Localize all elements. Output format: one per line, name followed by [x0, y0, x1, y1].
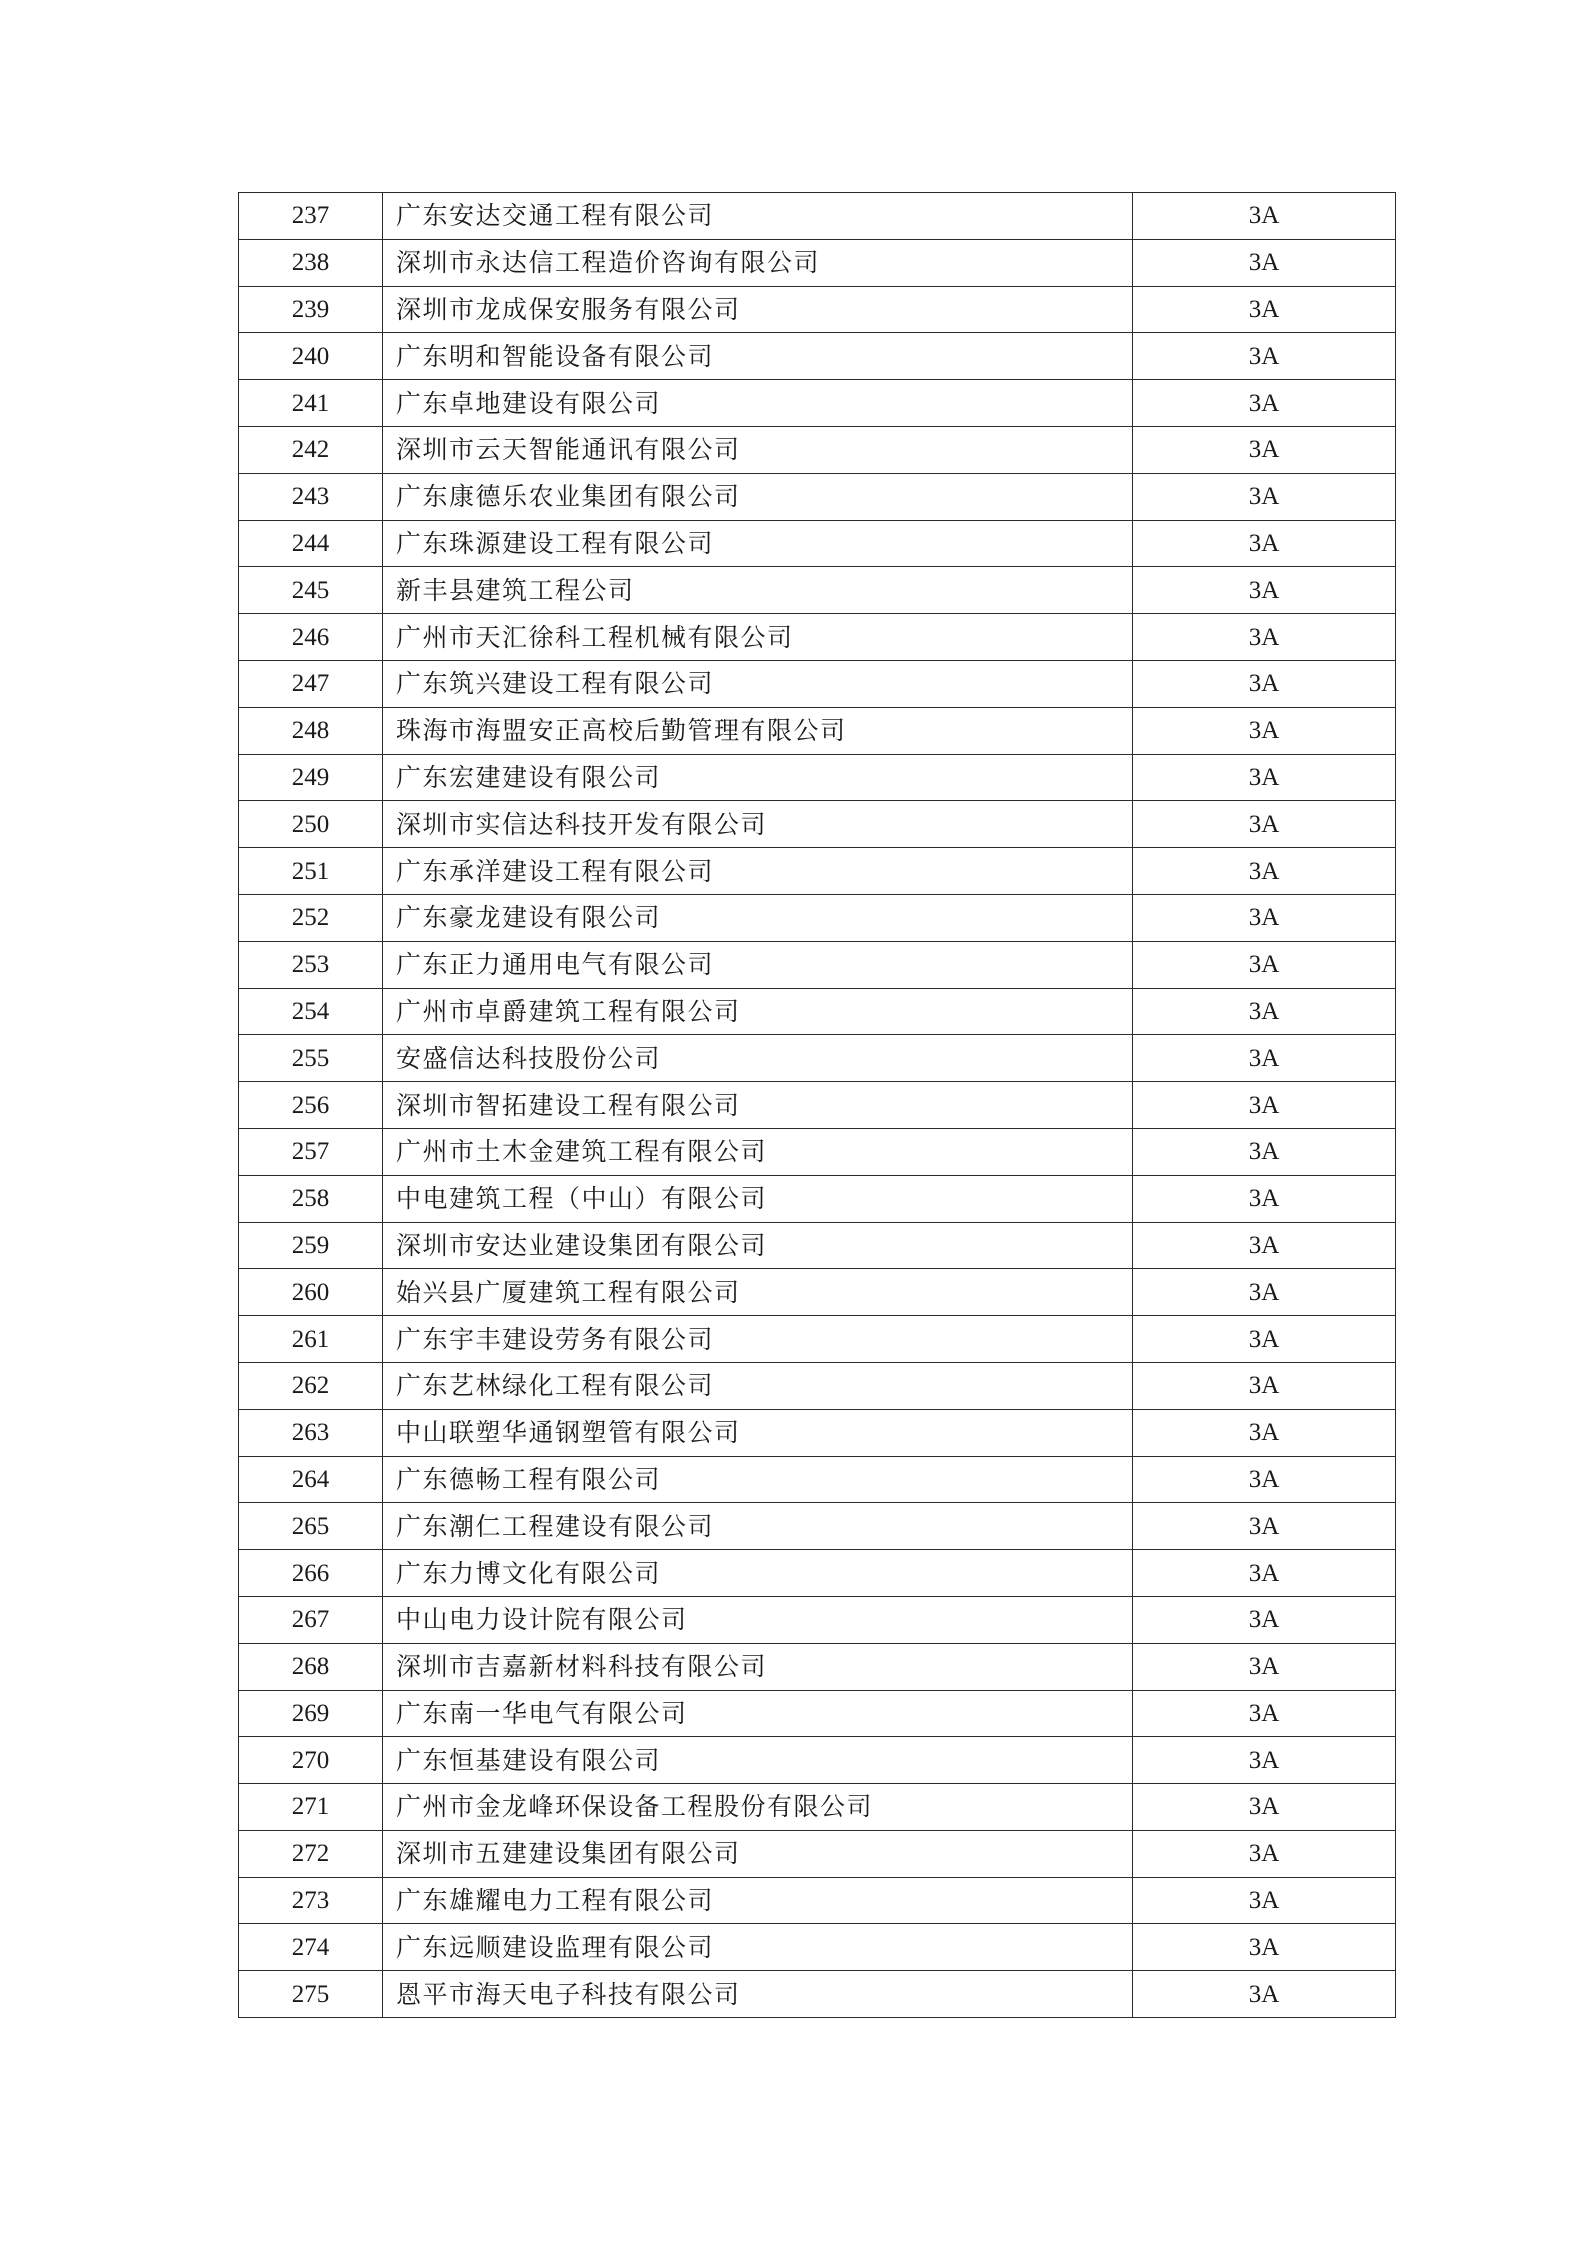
company-rating-table — [238, 192, 1396, 2018]
credit-grade-cell: 3A — [1133, 707, 1396, 754]
company-name-cell: 深圳市吉嘉新材料科技有限公司 — [383, 1643, 1133, 1690]
row-number-cell: 252 — [239, 894, 383, 941]
table-row — [239, 520, 1396, 567]
credit-grade-cell: 3A — [1133, 1924, 1396, 1971]
company-name-cell: 广东豪龙建设有限公司 — [383, 894, 1133, 941]
company-name-cell: 广州市卓爵建筑工程有限公司 — [383, 988, 1133, 1035]
table-row — [239, 707, 1396, 754]
row-number-cell: 249 — [239, 754, 383, 801]
table-row — [239, 801, 1396, 848]
company-name-cell: 广东宏建建设有限公司 — [383, 754, 1133, 801]
row-number-cell: 273 — [239, 1877, 383, 1924]
table-row — [239, 567, 1396, 614]
row-number-cell: 266 — [239, 1550, 383, 1597]
table-row — [239, 1128, 1396, 1175]
row-number-cell: 241 — [239, 380, 383, 427]
table-row — [239, 1643, 1396, 1690]
row-number-cell: 263 — [239, 1409, 383, 1456]
row-number-cell: 270 — [239, 1737, 383, 1784]
row-number-cell: 269 — [239, 1690, 383, 1737]
table-row — [239, 286, 1396, 333]
credit-grade-cell: 3A — [1133, 1128, 1396, 1175]
credit-grade-cell: 3A — [1133, 1035, 1396, 1082]
table-row — [239, 1971, 1396, 2018]
row-number-cell: 275 — [239, 1971, 383, 2018]
table-row — [239, 660, 1396, 707]
row-number-cell: 271 — [239, 1784, 383, 1831]
company-name-cell: 始兴县广厦建筑工程有限公司 — [383, 1269, 1133, 1316]
table-body — [239, 193, 1396, 2018]
row-number-cell: 254 — [239, 988, 383, 1035]
credit-grade-cell: 3A — [1133, 520, 1396, 567]
credit-grade-cell: 3A — [1133, 848, 1396, 895]
table-row — [239, 1596, 1396, 1643]
company-name-cell: 深圳市云天智能通讯有限公司 — [383, 426, 1133, 473]
company-name-cell: 广州市土木金建筑工程有限公司 — [383, 1128, 1133, 1175]
company-name-cell: 广东雄耀电力工程有限公司 — [383, 1877, 1133, 1924]
company-name-cell: 深圳市永达信工程造价咨询有限公司 — [383, 239, 1133, 286]
table-row — [239, 848, 1396, 895]
table-row — [239, 1316, 1396, 1363]
company-name-cell: 深圳市五建建设集团有限公司 — [383, 1830, 1133, 1877]
company-name-cell: 广州市金龙峰环保设备工程股份有限公司 — [383, 1784, 1133, 1831]
row-number-cell: 264 — [239, 1456, 383, 1503]
credit-grade-cell: 3A — [1133, 1971, 1396, 2018]
row-number-cell: 244 — [239, 520, 383, 567]
table-row — [239, 988, 1396, 1035]
credit-grade-cell: 3A — [1133, 1269, 1396, 1316]
row-number-cell: 248 — [239, 707, 383, 754]
table-row — [239, 1503, 1396, 1550]
table-row — [239, 941, 1396, 988]
credit-grade-cell: 3A — [1133, 614, 1396, 661]
row-number-cell: 245 — [239, 567, 383, 614]
table-row — [239, 1830, 1396, 1877]
credit-grade-cell: 3A — [1133, 1643, 1396, 1690]
company-name-cell: 广东宇丰建设劳务有限公司 — [383, 1316, 1133, 1363]
credit-grade-cell: 3A — [1133, 1222, 1396, 1269]
table-row — [239, 1924, 1396, 1971]
credit-grade-cell: 3A — [1133, 1877, 1396, 1924]
company-name-cell: 广东力博文化有限公司 — [383, 1550, 1133, 1597]
credit-grade-cell: 3A — [1133, 754, 1396, 801]
credit-grade-cell: 3A — [1133, 1316, 1396, 1363]
company-name-cell: 安盛信达科技股份公司 — [383, 1035, 1133, 1082]
row-number-cell: 239 — [239, 286, 383, 333]
credit-grade-cell: 3A — [1133, 473, 1396, 520]
credit-grade-cell: 3A — [1133, 286, 1396, 333]
row-number-cell: 253 — [239, 941, 383, 988]
row-number-cell: 243 — [239, 473, 383, 520]
row-number-cell: 257 — [239, 1128, 383, 1175]
credit-grade-cell: 3A — [1133, 1175, 1396, 1222]
company-name-cell: 广东远顺建设监理有限公司 — [383, 1924, 1133, 1971]
credit-grade-cell: 3A — [1133, 988, 1396, 1035]
credit-grade-cell: 3A — [1133, 1456, 1396, 1503]
table-row — [239, 614, 1396, 661]
company-name-cell: 广东康德乐农业集团有限公司 — [383, 473, 1133, 520]
table-row — [239, 1222, 1396, 1269]
company-name-cell: 深圳市龙成保安服务有限公司 — [383, 286, 1133, 333]
company-name-cell: 广东明和智能设备有限公司 — [383, 333, 1133, 380]
table-row — [239, 1737, 1396, 1784]
credit-grade-cell: 3A — [1133, 1409, 1396, 1456]
company-name-cell: 深圳市智拓建设工程有限公司 — [383, 1082, 1133, 1129]
company-name-cell: 新丰县建筑工程公司 — [383, 567, 1133, 614]
table-row — [239, 193, 1396, 240]
credit-grade-cell: 3A — [1133, 239, 1396, 286]
table-row — [239, 1409, 1396, 1456]
company-name-cell: 广东正力通用电气有限公司 — [383, 941, 1133, 988]
table-row — [239, 1269, 1396, 1316]
credit-grade-cell: 3A — [1133, 1784, 1396, 1831]
company-name-cell: 中山联塑华通钢塑管有限公司 — [383, 1409, 1133, 1456]
company-name-cell: 广东南一华电气有限公司 — [383, 1690, 1133, 1737]
row-number-cell: 240 — [239, 333, 383, 380]
row-number-cell: 272 — [239, 1830, 383, 1877]
row-number-cell: 246 — [239, 614, 383, 661]
credit-grade-cell: 3A — [1133, 660, 1396, 707]
company-name-cell: 广东筑兴建设工程有限公司 — [383, 660, 1133, 707]
credit-grade-cell: 3A — [1133, 333, 1396, 380]
company-name-cell: 广东珠源建设工程有限公司 — [383, 520, 1133, 567]
credit-grade-cell: 3A — [1133, 941, 1396, 988]
credit-grade-cell: 3A — [1133, 380, 1396, 427]
company-name-cell: 深圳市实信达科技开发有限公司 — [383, 801, 1133, 848]
table-row — [239, 333, 1396, 380]
row-number-cell: 267 — [239, 1596, 383, 1643]
company-name-cell: 广东德畅工程有限公司 — [383, 1456, 1133, 1503]
company-name-cell: 广州市天汇徐科工程机械有限公司 — [383, 614, 1133, 661]
row-number-cell: 256 — [239, 1082, 383, 1129]
table-row — [239, 380, 1396, 427]
table-row — [239, 754, 1396, 801]
row-number-cell: 251 — [239, 848, 383, 895]
table-row — [239, 1082, 1396, 1129]
table-row — [239, 426, 1396, 473]
row-number-cell: 258 — [239, 1175, 383, 1222]
company-name-cell: 广东艺林绿化工程有限公司 — [383, 1362, 1133, 1409]
table-row — [239, 1175, 1396, 1222]
company-name-cell: 深圳市安达业建设集团有限公司 — [383, 1222, 1133, 1269]
company-name-cell: 珠海市海盟安正高校后勤管理有限公司 — [383, 707, 1133, 754]
table-row — [239, 894, 1396, 941]
company-name-cell: 广东承洋建设工程有限公司 — [383, 848, 1133, 895]
table-row — [239, 1362, 1396, 1409]
table-row — [239, 239, 1396, 286]
credit-grade-cell: 3A — [1133, 1503, 1396, 1550]
row-number-cell: 260 — [239, 1269, 383, 1316]
company-name-cell: 恩平市海天电子科技有限公司 — [383, 1971, 1133, 2018]
credit-grade-cell: 3A — [1133, 567, 1396, 614]
company-name-cell: 中电建筑工程（中山）有限公司 — [383, 1175, 1133, 1222]
table-row — [239, 1690, 1396, 1737]
row-number-cell: 250 — [239, 801, 383, 848]
table-row — [239, 1784, 1396, 1831]
table-row — [239, 473, 1396, 520]
company-name-cell: 广东潮仁工程建设有限公司 — [383, 1503, 1133, 1550]
row-number-cell: 262 — [239, 1362, 383, 1409]
credit-grade-cell: 3A — [1133, 1737, 1396, 1784]
company-name-cell: 广东安达交通工程有限公司 — [383, 193, 1133, 240]
row-number-cell: 242 — [239, 426, 383, 473]
row-number-cell: 259 — [239, 1222, 383, 1269]
table-row — [239, 1877, 1396, 1924]
row-number-cell: 274 — [239, 1924, 383, 1971]
credit-grade-cell: 3A — [1133, 426, 1396, 473]
credit-grade-cell: 3A — [1133, 1690, 1396, 1737]
table-row — [239, 1456, 1396, 1503]
credit-grade-cell: 3A — [1133, 1596, 1396, 1643]
credit-grade-cell: 3A — [1133, 1362, 1396, 1409]
credit-grade-cell: 3A — [1133, 801, 1396, 848]
credit-grade-cell: 3A — [1133, 193, 1396, 240]
company-name-cell: 中山电力设计院有限公司 — [383, 1596, 1133, 1643]
table-row — [239, 1035, 1396, 1082]
row-number-cell: 261 — [239, 1316, 383, 1363]
credit-grade-cell: 3A — [1133, 1550, 1396, 1597]
company-name-cell: 广东恒基建设有限公司 — [383, 1737, 1133, 1784]
credit-grade-cell: 3A — [1133, 894, 1396, 941]
row-number-cell: 265 — [239, 1503, 383, 1550]
row-number-cell: 238 — [239, 239, 383, 286]
table-row — [239, 1550, 1396, 1597]
credit-grade-cell: 3A — [1133, 1830, 1396, 1877]
credit-grade-cell: 3A — [1133, 1082, 1396, 1129]
row-number-cell: 268 — [239, 1643, 383, 1690]
row-number-cell: 255 — [239, 1035, 383, 1082]
row-number-cell: 247 — [239, 660, 383, 707]
row-number-cell: 237 — [239, 193, 383, 240]
company-name-cell: 广东卓地建设有限公司 — [383, 380, 1133, 427]
